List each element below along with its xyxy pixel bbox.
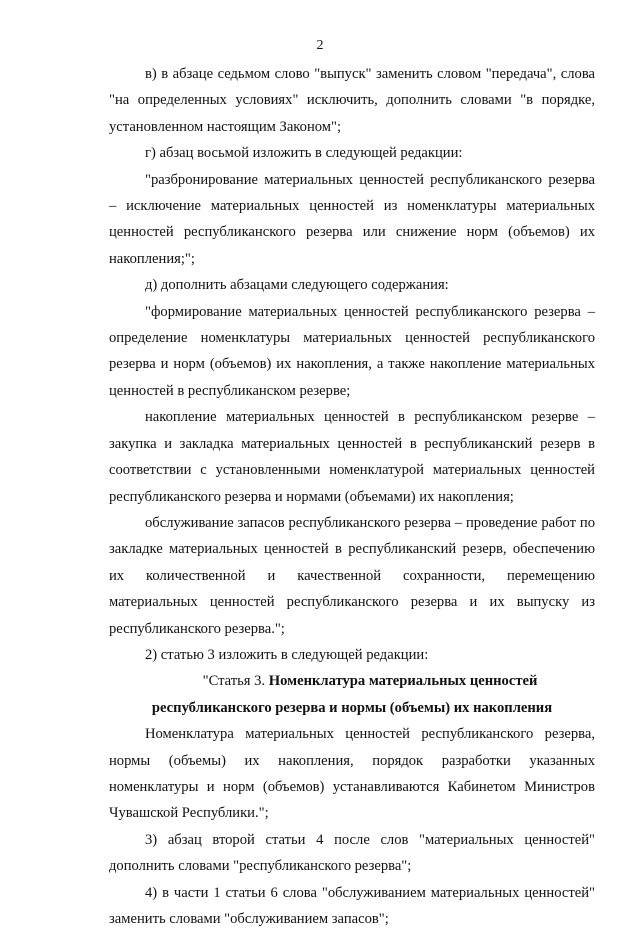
paragraph-definition-razbronirovanie: "разбронирование материальных ценностей республиканского резерва – исключение материальных ценностей из номенклатуры материальных ценностей республиканского резерва или снижение норм (объемов) их накопления;"; [109,171,595,267]
article-heading [109,668,595,721]
paragraph-g: г) абзац восьмой изложить в следующей редакции: [145,145,463,162]
paragraph-item-4: 4) в части 1 статьи 6 слова "обслуживанием материальных ценностей" заменить словами "обслуживанием запасов"; [109,884,595,927]
paragraph-item-3: 3) абзац второй статьи 4 после слов "материальных ценностей" дополнить словами "республиканского резерва"; [109,831,595,875]
article-title: Номенклатура материальных ценностей республиканского резерва и нормы (объемы) их накопления [151,673,553,716]
article-prefix: "Статья 3. [202,673,266,690]
paragraph-definition-obsluzhivanie: обслуживание запасов республиканского резерва – проведение работ по закладке материальных ценностей в республиканский резерв, обеспечению их количественной и качественной сохранности, перемещению материальных ценностей республиканского резерва и их выпуску из республиканского резерва."; [109,514,595,637]
document-body [109,61,595,932]
paragraph-article-text: Номенклатура материальных ценностей республиканского резерва, нормы (объемы) их накопления, порядок разработки указанных номенклатуры и норм (объемов) устанавливаются Кабинетом Министров Чувашской Республики."; [109,726,595,822]
page-number: 2 [316,38,324,53]
paragraph-definition-nakoplenie: накопление материальных ценностей в республиканском резерве – закупка и закладка материальных ценностей в республиканский резерв в соответствии с установленными номенклатурой материальных ценностей республиканского резерва и нормами (объемами) их накопления; [109,409,595,505]
paragraph-v: в) в абзаце седьмом слово "выпуск" заменить словом "передача", слова "на определенных условиях" исключить, дополнить словами "в порядке, установленном настоящим Законом"; [109,66,595,135]
paragraph-definition-formirovanie: "формирование материальных ценностей республиканского резерва – определение номенклатуры материальных ценностей республиканского резерва и норм (объемов) их накопления, а также накопление материальных ценностей в республиканском резерве; [109,303,595,399]
paragraph-d: д) дополнить абзацами следующего содержания: [145,277,449,294]
paragraph-item-2: 2) статью 3 изложить в следующей редакции: [145,646,429,663]
